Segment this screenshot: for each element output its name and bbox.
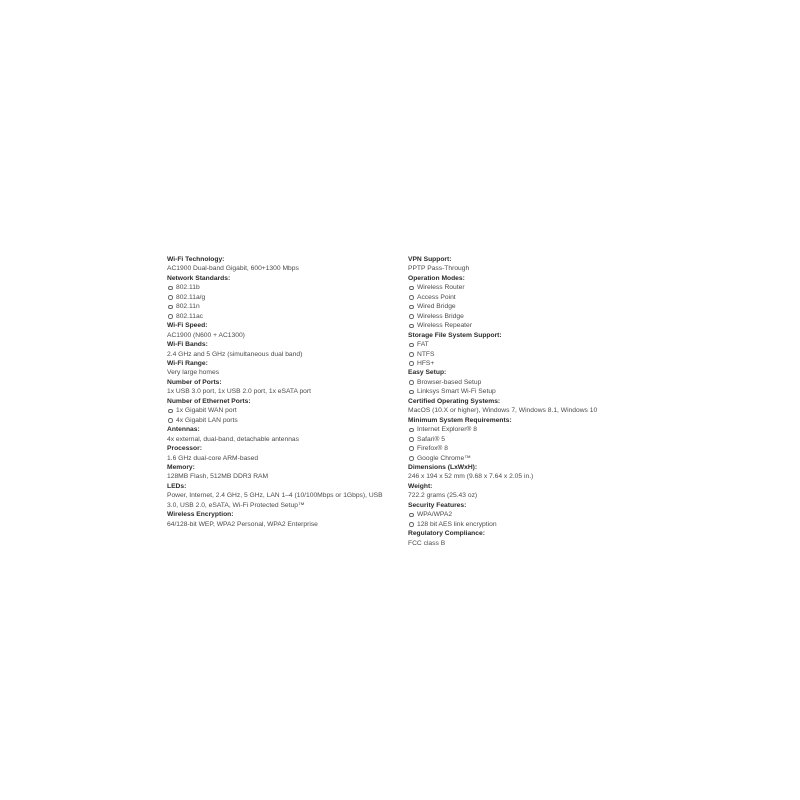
bullet-icon	[168, 314, 173, 319]
spec-list-item	[408, 510, 638, 519]
spec-heading: Wi-Fi Speed:	[167, 322, 208, 330]
spec-section-number-of-ethernet-ports	[167, 397, 395, 425]
spec-heading: Easy Setup:	[408, 369, 447, 377]
spec-list-item	[408, 520, 638, 529]
spec-list-item-label: Internet Explorer® 8	[416, 426, 477, 434]
bullet-icon	[409, 380, 414, 385]
spec-list-item	[408, 435, 638, 444]
bullet-icon	[168, 418, 173, 423]
spec-section-wi-fi-speed	[167, 321, 395, 340]
spec-heading: Wi-Fi Bands:	[167, 341, 208, 349]
spec-value: FCC class B	[408, 539, 446, 547]
spec-value: Very large homes	[167, 369, 220, 377]
spec-section-leds	[167, 482, 395, 510]
spec-section-weight	[408, 482, 638, 501]
bullet-icon	[409, 295, 414, 300]
spec-list-item	[408, 293, 638, 302]
spec-list-item	[167, 406, 395, 415]
bullet-icon	[168, 305, 173, 310]
spec-list-item-label: Safari® 5	[416, 435, 445, 443]
spec-heading: Antennas:	[167, 426, 200, 434]
spec-list-item	[408, 378, 638, 387]
spec-list-item-label: Wired Bridge	[416, 303, 456, 311]
bullet-icon	[168, 409, 173, 414]
bullet-icon	[409, 352, 414, 357]
spec-section-wi-fi-range	[167, 359, 395, 378]
spec-section-operation-modes	[408, 274, 638, 331]
spec-value: 2.4 GHz and 5 GHz (simultaneous dual band)	[167, 350, 303, 358]
spec-list-item-label: Google Chrome™	[416, 454, 471, 462]
spec-value: 246 x 194 x 52 mm (9.68 x 7.64 x 2.05 in.)	[408, 473, 534, 481]
spec-value: 128MB Flash, 512MB DDR3 RAM	[167, 473, 269, 481]
spec-section-easy-setup	[408, 368, 638, 396]
spec-heading: Dimensions (LxWxH):	[408, 463, 478, 471]
spec-heading: Security Features:	[408, 501, 467, 509]
spec-list-item	[408, 387, 638, 396]
spec-list-item-label: 4x Gigabit LAN ports	[175, 416, 238, 424]
spec-list-item-label: Browser-based Setup	[416, 378, 482, 386]
spec-section-security-features	[408, 501, 638, 529]
spec-section-dimensions-lxwxh	[408, 463, 638, 482]
spec-list-item	[408, 359, 638, 368]
spec-value: PPTP Pass-Through	[408, 265, 470, 273]
spec-list-item-label: 802.11ac	[175, 312, 204, 320]
bullet-icon	[409, 324, 414, 329]
spec-list-item-label: Wireless Bridge	[416, 312, 464, 320]
spec-heading: Storage File System Support:	[408, 331, 502, 339]
spec-list-item-label: HFS+	[416, 359, 435, 367]
spec-list-item-label: WPA/WPA2	[416, 511, 453, 519]
spec-section-number-of-ports	[167, 378, 395, 397]
spec-heading: Number of Ethernet Ports:	[167, 397, 251, 405]
spec-list-item-label: Access Point	[416, 293, 456, 301]
spec-heading: Processor:	[167, 445, 202, 453]
spec-heading: Number of Ports:	[167, 378, 222, 386]
spec-value: Power, Internet, 2.4 GHz, 5 GHz, LAN 1–4 (10/100Mbps or 1Gbps), USB 3.0, USB 2.0, eSATA, Wi-Fi Protected Setup™	[167, 492, 383, 509]
spec-value: MacOS (10.X or higher), Windows 7, Windows 8.1, Windows 10	[408, 407, 598, 415]
bullet-icon	[409, 446, 414, 451]
spec-section-minimum-system-requirements	[408, 416, 638, 463]
spec-value: 1.6 GHz dual-core ARM-based	[167, 454, 259, 462]
spec-list-item-label: Firefox® 8	[416, 445, 448, 453]
bullet-icon	[409, 522, 414, 527]
spec-heading: Wi-Fi Technology:	[167, 256, 225, 263]
spec-column-left	[167, 255, 395, 529]
spec-list-item	[408, 321, 638, 330]
spec-list-item	[167, 293, 395, 302]
spec-list-item	[408, 454, 638, 463]
spec-list-item-label: Wireless Repeater	[416, 322, 472, 330]
spec-heading: Minimum System Requirements:	[408, 416, 512, 424]
bullet-icon	[409, 437, 414, 442]
spec-list-item	[167, 302, 395, 311]
spec-heading: LEDs:	[167, 482, 187, 490]
spec-value: 64/128-bit WEP, WPA2 Personal, WPA2 Enterprise	[167, 520, 318, 528]
spec-list-item	[167, 283, 395, 292]
bullet-icon	[409, 305, 414, 310]
spec-list-item	[408, 340, 638, 349]
spec-list-item	[408, 302, 638, 311]
spec-value: AC1900 (N600 + AC1300)	[167, 331, 245, 339]
spec-list-item	[408, 283, 638, 292]
spec-heading: Wi-Fi Range:	[167, 359, 208, 367]
spec-section-wi-fi-technology	[167, 255, 395, 274]
spec-list-item	[167, 416, 395, 425]
spec-list-item-label: Linksys Smart Wi-Fi Setup	[416, 388, 496, 396]
spec-value: AC1900 Dual-band Gigabit, 600+1300 Mbps	[167, 265, 299, 273]
bullet-icon	[409, 456, 414, 461]
spec-section-vpn-support	[408, 255, 638, 274]
spec-section-storage-file-system-support	[408, 331, 638, 369]
spec-heading: Wireless Encryption:	[167, 511, 234, 519]
spec-list-item	[408, 444, 638, 453]
spec-list-item-label: 1x Gigabit WAN port	[175, 407, 237, 415]
spec-list-item-label: 802.11n	[175, 303, 200, 311]
spec-heading: Memory:	[167, 463, 195, 471]
spec-list-item	[408, 312, 638, 321]
bullet-icon	[409, 513, 414, 518]
spec-section-processor	[167, 444, 395, 463]
bullet-icon	[409, 428, 414, 433]
spec-section-certified-operating-systems	[408, 397, 638, 416]
spec-list-item-label: 128 bit AES link encryption	[416, 520, 497, 528]
spec-value: 4x external, dual-band, detachable antennas	[167, 435, 299, 443]
spec-heading: Network Standards:	[167, 274, 231, 282]
spec-column-right	[408, 255, 638, 548]
spec-section-wireless-encryption	[167, 510, 395, 529]
spec-value: 722.2 grams (25.43 oz)	[408, 492, 478, 500]
spec-value: 1x USB 3.0 port, 1x USB 2.0 port, 1x eSATA port	[167, 388, 311, 396]
spec-heading: Weight:	[408, 482, 433, 490]
spec-heading: Certified Operating Systems:	[408, 397, 501, 405]
spec-heading: Operation Modes:	[408, 274, 465, 282]
spec-list-item-label: 802.11a/g	[175, 293, 206, 301]
spec-section-regulatory-compliance	[408, 529, 638, 548]
spec-list-item	[408, 425, 638, 434]
bullet-icon	[409, 390, 414, 395]
spec-list-item-label: Wireless Router	[416, 284, 465, 292]
spec-list-item-label: FAT	[416, 341, 429, 349]
spec-list-item	[408, 350, 638, 359]
spec-section-antennas	[167, 425, 395, 444]
bullet-icon	[409, 314, 414, 319]
spec-section-memory	[167, 463, 395, 482]
spec-list-item	[167, 312, 395, 321]
spec-section-wi-fi-bands	[167, 340, 395, 359]
spec-heading: VPN Support:	[408, 256, 452, 263]
spec-list-item-label: 802.11b	[175, 284, 200, 292]
spec-list-item-label: NTFS	[416, 350, 435, 358]
spec-heading: Regulatory Compliance:	[408, 530, 485, 538]
bullet-icon	[168, 286, 173, 291]
bullet-icon	[409, 286, 414, 291]
bullet-icon	[409, 361, 414, 366]
spec-section-network-standards	[167, 274, 395, 321]
bullet-icon	[409, 343, 414, 348]
bullet-icon	[168, 295, 173, 300]
